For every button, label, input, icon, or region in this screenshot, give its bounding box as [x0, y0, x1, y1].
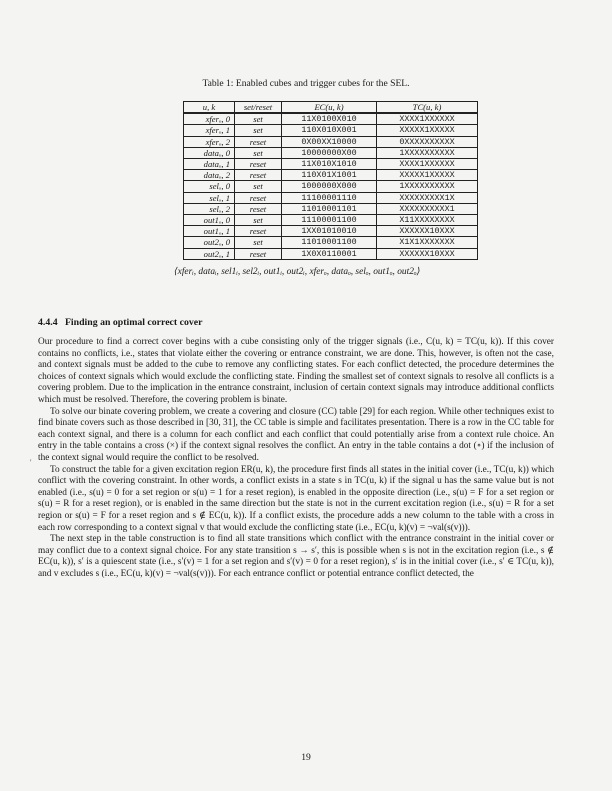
cell-set-reset: set [235, 181, 282, 192]
cell-tc: XXXX1XXXXXX [377, 113, 478, 125]
cell-u-k: selₒ, 0 [184, 181, 235, 192]
cell-u-k: xferₒ, 2 [184, 136, 235, 147]
cell-tc: XXXXXXXXX1X [377, 192, 478, 203]
header-u-k: u, k [184, 102, 235, 114]
cell-ec: 10000000X00 [282, 147, 377, 158]
table-row [184, 226, 478, 237]
cell-tc: XXXXXX10XXX [377, 226, 478, 237]
cell-tc: X1X1XXXXXXX [377, 237, 478, 248]
cell-set-reset: reset [235, 192, 282, 203]
cell-set-reset: reset [235, 170, 282, 181]
cell-u-k: selₒ, 2 [184, 203, 235, 214]
cell-u-k: dataₒ, 2 [184, 170, 235, 181]
paragraph: Our procedure to find a correct cover begins with a cube consisting only of the trigger signals (i.e., C(u, k) = TC(u, k)). If this cover contains no conflicts, i.e., states that violate either the covering or entrance constraint, we are done. This, however, is often not the case, and context signals must be added to the cube to remove any conflicting states. For each conflict detected, the procedure determines the choices of context signals which would exclude the conflicting state. Finding the smallest set of context signals to resolve all conflicts is a covering problem. Due to the implication in the entrance constraint, inclusion of certain context signals may introduce additional conflicts which must be resolved. Therefore, the covering problem is binate. [38, 337, 554, 405]
cell-ec: 110X01X1001 [282, 170, 377, 181]
cell-ec: 0X00XX10000 [282, 136, 377, 147]
table-row [184, 181, 478, 192]
table-row [184, 248, 478, 259]
cell-set-reset: reset [235, 226, 282, 237]
cell-tc: XXXXX1XXXXX [377, 125, 478, 136]
cell-tc: 0XXXXXXXXXX [377, 136, 478, 147]
cell-ec: 11010001101 [282, 203, 377, 214]
cell-set-reset: set [235, 147, 282, 158]
paragraph: To construct the table for a given excitation region ER(u, k), the procedure first finds all states in the initial cover (i.e., TC(u, k)) which conflict with the covering constraint. In other words, a conflict exists in a state s in TC(u, k) if the signal u has the same value but is not enabled (i.e., s(u) = 0 for a set region or s(u) = 1 for a reset region), is enabled in the opposite direction (i.e., s(u) = F for a set region or s(u) = R for a reset region), or is enabled in the same direction but the state is not in the current excitation region (i.e., s(u) = R for a set region or s(u) = F for a reset region and s ∉ EC(u, k)). If a conflict exists, the procedure adds a new column to the table with a cross in each row corresponding to a context signal v that would exclude the conflicting state (i.e., EC(u, k)(v) = ¬val(s(v))). [38, 464, 554, 533]
paragraph: The next step in the table construction is to find all state transitions which conflict with the entrance constraint in the initial cover or may conflict due to a context signal choice. For any state transition s → s′, this is possible when s is not in the excitation region (i.e., s ∉ EC(u, k)), s′ is a quiescent state (i.e., s′(v) = 1 for a set region and s′(v) = 0 for a reset region), s′ is in the initial cover (i.e., s′ ∈ TC(u, k)), and v excludes s (i.e., EC(u, k)(v) = ¬val(s(v))). For each entrance conflict or potential entrance conflict detected, the [38, 534, 554, 579]
body-text [38, 337, 554, 580]
cell-tc: XXXXXXXXXX1 [377, 203, 478, 214]
table-row [184, 113, 478, 125]
cell-ec: 11X0100X010 [282, 113, 377, 125]
cell-set-reset: set [235, 215, 282, 226]
section-title: Finding an optimal correct cover [64, 317, 203, 328]
table-row [184, 159, 478, 170]
cell-ec: 110X010X001 [282, 125, 377, 136]
cell-ec: 1000000X000 [282, 181, 377, 192]
section-number: 4.4.4 [38, 317, 58, 328]
cell-ec: 11100001100 [282, 215, 377, 226]
cell-tc: XXXXX1XXXXX [377, 170, 478, 181]
signal-tuple: ⟨xferᵢ, dataᵢ, sel1ᵢ, sel2ᵢ, out1ᵢ, out2ᵢ, xferₒ, dataₒ, selₒ, out1ₒ, out2ₒ⟩ [174, 267, 421, 277]
table-header-row [184, 102, 478, 114]
cell-u-k: out1ₒ, 1 [184, 226, 235, 237]
cell-ec: 1X0X0110001 [282, 248, 377, 259]
cell-set-reset: reset [235, 203, 282, 214]
cell-u-k: dataₒ, 0 [184, 147, 235, 158]
cell-u-k: selₒ, 1 [184, 192, 235, 203]
cell-ec: 11100001110 [282, 192, 377, 203]
header-tc: TC(u, k) [377, 102, 478, 114]
table-caption: Table 1: Enabled cubes and trigger cubes for the SEL. [202, 78, 410, 89]
cubes-table [183, 101, 478, 260]
table-row [184, 136, 478, 147]
table-row [184, 147, 478, 158]
cell-set-reset: reset [235, 159, 282, 170]
cell-u-k: xferₒ, 1 [184, 125, 235, 136]
header-ec: EC(u, k) [282, 102, 377, 114]
cell-u-k: xferₒ, 0 [184, 113, 235, 125]
table-row [184, 125, 478, 136]
cell-tc: 1XXXXXXXXXX [377, 147, 478, 158]
cell-set-reset: reset [235, 248, 282, 259]
page-number: 19 [301, 752, 311, 763]
table-row [184, 192, 478, 203]
cell-u-k: out2ₒ, 0 [184, 237, 235, 248]
cell-set-reset: reset [235, 136, 282, 147]
cell-tc: X11XXXXXXXX [377, 215, 478, 226]
cell-tc: XXXXXX10XXX [377, 248, 478, 259]
cell-ec: 11010001100 [282, 237, 377, 248]
table-row [184, 170, 478, 181]
header-set-reset: set/reset [235, 102, 282, 114]
paragraph: To solve our binate covering problem, we create a covering and closure (CC) table [29] for each region. While other techniques exist to find binate covers such as those described in [30, 31], the CC table is simple and facilitates presentation. There is a row in the CC table for each context signal, and there is a column for each conflict and each conflict that could potentially arise from a context rule choice. An entry in the table contains a cross (×) if the context signal resolves the conflict. An entry in the table contains a dot (∘) if the inclusion of the context signal would require the conflict to be resolved. [38, 406, 554, 463]
cell-u-k: out2ₒ, 1 [184, 248, 235, 259]
cell-u-k: out1ₒ, 0 [184, 215, 235, 226]
table-row [184, 215, 478, 226]
cell-tc: 1XXXXXXXXXX [377, 181, 478, 192]
cell-set-reset: set [235, 113, 282, 125]
cell-u-k: dataₒ, 1 [184, 159, 235, 170]
margin-mark: ' [30, 458, 32, 467]
table-row [184, 237, 478, 248]
table-row [184, 203, 478, 214]
cell-set-reset: set [235, 237, 282, 248]
cell-ec: 1XX01010010 [282, 226, 377, 237]
section-heading [38, 317, 202, 328]
cell-tc: XXXX1XXXXXX [377, 159, 478, 170]
cell-set-reset: set [235, 125, 282, 136]
cell-ec: 11X010X1010 [282, 159, 377, 170]
